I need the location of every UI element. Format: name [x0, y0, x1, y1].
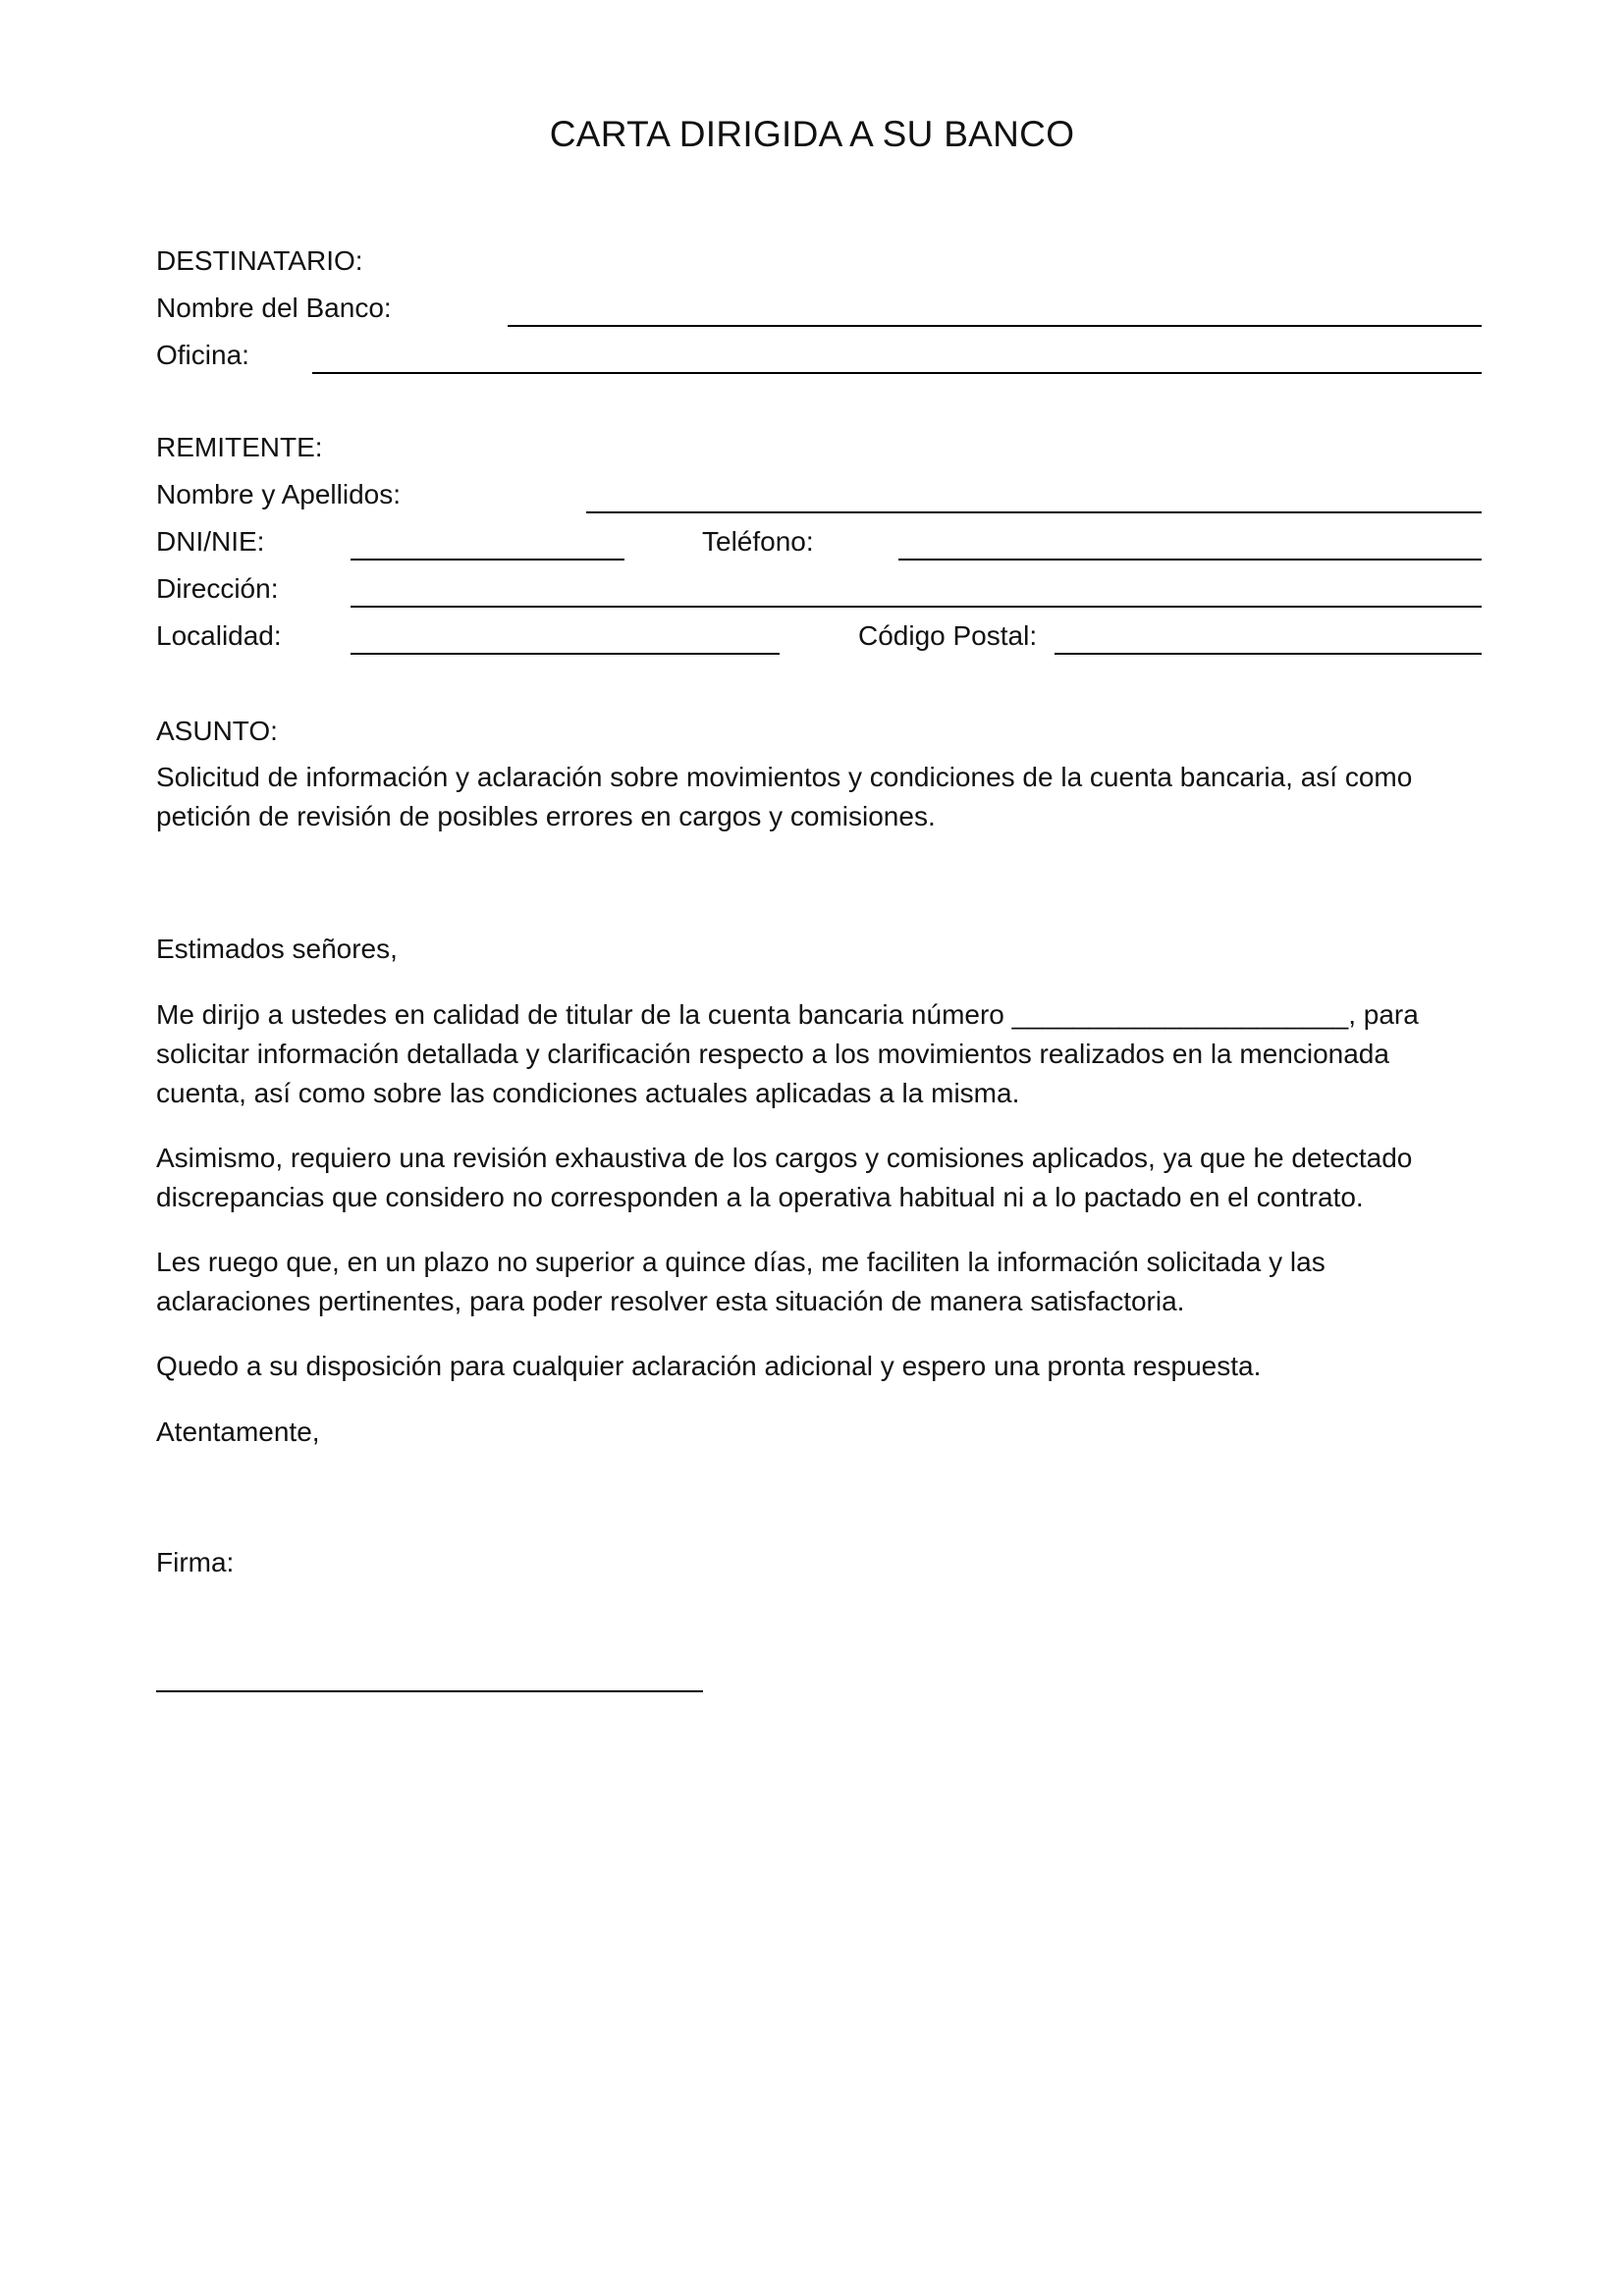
signature-line[interactable] — [156, 1690, 703, 1692]
id-number-label: DNI/NIE: — [156, 526, 265, 557]
address-label: Dirección: — [156, 573, 279, 604]
sender-heading: REMITENTE: — [156, 432, 323, 462]
closing: Atentamente, — [156, 1416, 320, 1447]
full-name-label: Nombre y Apellidos: — [156, 479, 402, 509]
address-field[interactable] — [351, 606, 1482, 608]
office-field[interactable] — [312, 372, 1482, 374]
subject-text: Solicitud de información y aclaración sobre movimientos y condiciones de la cuenta bancaria, así como petición de revisión de posibles errores en cargos y comisiones. — [156, 762, 1413, 831]
postal-code-label: Código Postal: — [858, 620, 1038, 651]
recipient-heading: DESTINATARIO: — [156, 245, 363, 276]
bank-name-field[interactable] — [508, 325, 1482, 327]
full-name-field[interactable] — [586, 511, 1482, 513]
body-paragraph-4: Quedo a su disposición para cualquier aclaración adicional y espero una pronta respuesta. — [156, 1351, 1262, 1381]
office-label: Oficina: — [156, 340, 249, 370]
signature-label: Firma: — [156, 1547, 235, 1577]
body-paragraph-3: Les ruego que, en un plazo no superior a quince días, me faciliten la información solicitada y las aclaraciones pertinentes, para poder resolver esta situación de manera satisfactoria. — [156, 1247, 1326, 1316]
page-title: CARTA DIRIGIDA A SU BANCO — [549, 114, 1075, 154]
phone-field[interactable] — [898, 559, 1482, 561]
bank-name-label: Nombre del Banco: — [156, 293, 392, 323]
city-field[interactable] — [351, 653, 780, 655]
body-paragraph-2: Asimismo, requiero una revisión exhaustiva de los cargos y comisiones aplicados, ya que he detectado discrepancias que considero no corresponden a la operativa habitual ni a lo pactado en el contrato. — [156, 1143, 1413, 1212]
greeting: Estimados señores, — [156, 934, 398, 964]
city-label: Localidad: — [156, 620, 282, 651]
postal-code-field[interactable] — [1055, 653, 1482, 655]
id-number-field[interactable] — [351, 559, 624, 561]
subject-heading: ASUNTO: — [156, 716, 278, 746]
phone-label: Teléfono: — [702, 526, 814, 557]
body-paragraph-1: Me dirijo a ustedes en calidad de titular de la cuenta bancaria número ______________________, para solicitar información detallada y clarificación respecto a los movimientos realizados en la mencionada cuenta, así como sobre las condiciones actuales aplicadas a la misma. — [156, 999, 1419, 1108]
